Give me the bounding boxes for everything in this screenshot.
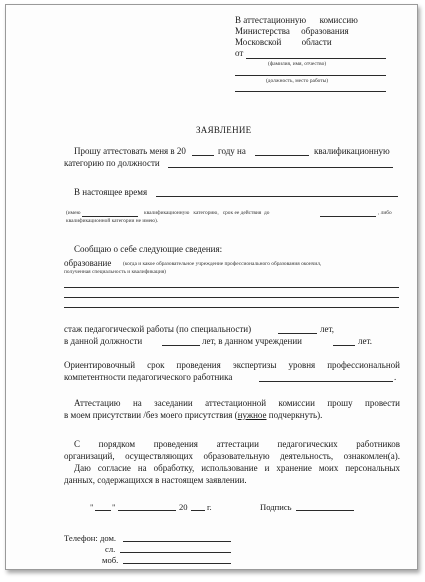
date-year-suffix: г. — [207, 502, 212, 512]
date-month-field[interactable] — [118, 510, 176, 511]
current-category-field[interactable] — [82, 216, 138, 217]
position-line[interactable] — [235, 91, 386, 92]
current-note-1a: (имею — [66, 210, 81, 216]
category-field[interactable] — [255, 155, 309, 156]
signature-label: Подпись — [260, 502, 292, 512]
experience-position-field[interactable] — [162, 345, 200, 346]
hearing-line-2a: в моем присутствии /без моего присутствия ( — [64, 410, 238, 420]
term-field[interactable] — [259, 381, 393, 382]
date-day-field[interactable] — [95, 510, 111, 511]
addressee-line-1: В аттестационную комиссию — [235, 15, 358, 25]
position-field[interactable] — [168, 167, 393, 168]
education-line-3[interactable] — [64, 307, 399, 308]
phone-mobile-label: моб. — [102, 555, 119, 565]
current-note-2: квалификационной категории не имею). — [66, 218, 159, 224]
education-note-1: (когда и какое образовательное учреждение профессионального образования окончил, — [123, 261, 322, 267]
date-year-field[interactable] — [191, 510, 205, 511]
experience-line-1a: стаж педагогической работы (по специальности) — [64, 324, 252, 334]
from-name-line[interactable] — [246, 58, 386, 59]
signature-field[interactable] — [296, 510, 354, 511]
date-year-prefix: 20 — [179, 502, 188, 512]
phone-home-label: Телефон: дом. — [64, 533, 117, 543]
phone-mobile-field[interactable] — [123, 563, 231, 564]
request-line-1b: году на — [218, 146, 246, 156]
year-field[interactable] — [192, 155, 214, 156]
education-label: образование — [64, 258, 112, 268]
addressee-line-2: Министерства образования — [235, 26, 349, 36]
consent-line-1: С порядком проведения аттестации педагогических работников — [74, 439, 400, 449]
request-line-1a: Прошу аттестовать меня в 20 — [74, 146, 186, 156]
education-line-1[interactable] — [64, 287, 399, 288]
phone-home-field[interactable] — [123, 541, 231, 542]
caption-position: (должность, место работы) — [266, 78, 329, 84]
experience-institution-field[interactable] — [333, 345, 355, 346]
hearing-needed: нужное — [237, 410, 267, 420]
date-quote-close: " — [112, 502, 116, 512]
experience-line-2b: лет, в данном учреждении — [202, 336, 302, 346]
education-note-2: полученная специальность и квалификация) — [64, 269, 166, 275]
term-line-1: Ориентировочный срок проведения экспертизы уровня профессиональной — [64, 360, 400, 370]
education-line-2[interactable] — [64, 297, 399, 298]
current-note-1c: , либо — [378, 210, 392, 216]
hearing-line-2 — [64, 410, 322, 421]
experience-line-1b: лет, — [320, 324, 334, 334]
current-term-field[interactable] — [320, 216, 376, 217]
experience-total-field[interactable] — [278, 333, 317, 334]
from-name-line-2[interactable] — [235, 75, 386, 76]
addressee-line-3: Московской области — [235, 37, 332, 47]
experience-line-2a: в данной должности — [64, 336, 143, 346]
current-note-1b: квалификационную категорию, срок ее действия до — [144, 210, 270, 216]
term-line-2: компетентности педагогического работника — [64, 372, 233, 382]
consent-line-4: данных, содержащихся в настоящем заявлении. — [64, 475, 247, 485]
phone-work-label: сл. — [105, 544, 116, 554]
date-quote-open: " — [90, 502, 94, 512]
document-title: ЗАЯВЛЕНИЕ — [196, 125, 252, 135]
term-line-2-end: . — [394, 372, 397, 382]
application-form — [5, 4, 418, 570]
experience-line-2c: лет. — [358, 336, 372, 346]
request-line-1c: квалификационную — [314, 146, 390, 156]
addressee-from: от — [235, 48, 244, 58]
current-label: В настоящее время — [74, 187, 148, 197]
info-label: Сообщаю о себе следующие сведения: — [74, 244, 223, 254]
hearing-line-1: Аттестацию на заседании аттестационной комиссии прошу провести — [74, 398, 400, 408]
consent-line-3: Даю согласие на обработку, использование и хранение моих персональных — [74, 463, 400, 473]
consent-line-2: организаций, осуществляющих образовательную деятельность, ознакомлен(а). — [64, 451, 400, 461]
hearing-line-2c: подчеркнуть). — [266, 410, 323, 420]
request-line-2: категорию по должности — [64, 158, 160, 168]
phone-work-field[interactable] — [120, 552, 231, 553]
current-field[interactable] — [156, 196, 398, 197]
caption-name: (фамилия, имя, отчество) — [268, 61, 327, 67]
